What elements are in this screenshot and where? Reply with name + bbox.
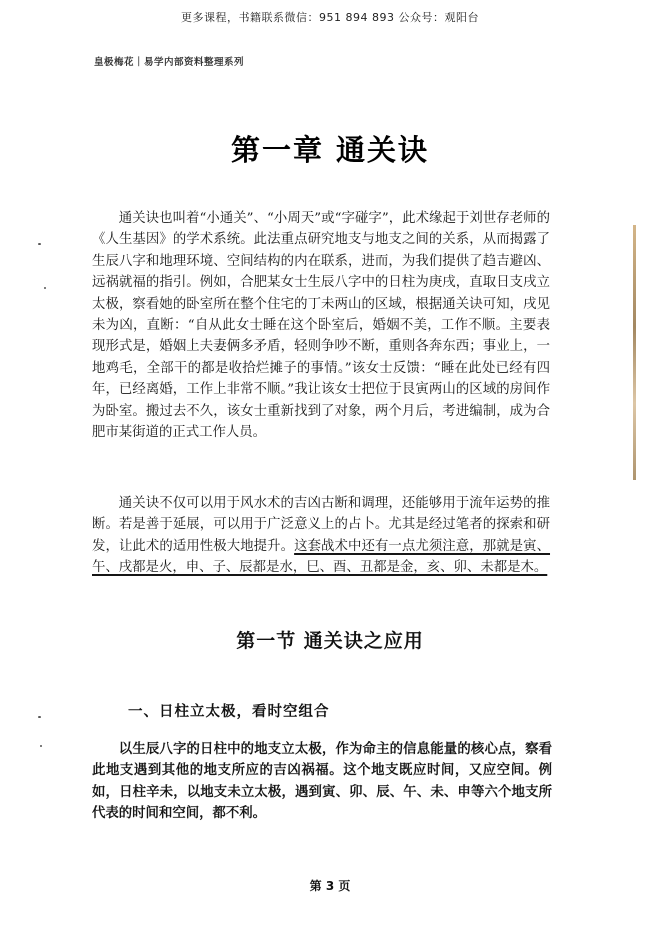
scan-speck bbox=[38, 716, 41, 718]
paragraph-3-text: 以生辰八字的日柱中的地支立太极，作为命主的信息能量的核心点，察看此地支遇到其他的地支所应的吉凶祸福。这个地支既应时间，又应空间。例如，日柱辛未，以地支未立太极，遇到寅、卯、辰、午、未、申等六个地支所代表的时间和空间，都不利。 bbox=[92, 741, 552, 822]
paragraph-2-plain: 通关诀不仅可以用于风水术的吉凶古断和调理，还能够用于流年运势的推断。若是善于延展，可以用于广泛意义上的占卜。尤其是经过笔者的探索和研发，让此术的适用性极大地提升。 bbox=[92, 496, 550, 554]
top-banner: 更多课程，书籍联系微信：951 894 893 公众号：观阳台 bbox=[181, 11, 479, 24]
section-title: 第一节 通关诀之应用 bbox=[236, 630, 424, 652]
paragraph-2-text bbox=[92, 493, 550, 579]
scan-speck bbox=[40, 745, 42, 747]
paragraph-2 bbox=[92, 493, 550, 579]
chapter-title: 第一章 通关诀 bbox=[230, 133, 430, 167]
paragraph-3 bbox=[92, 739, 552, 825]
scan-speck bbox=[38, 243, 41, 245]
series-header: 皇极梅花｜易学内部资料整理系列 bbox=[94, 57, 245, 68]
subsection-title: 一、日柱立太极，看时空组合 bbox=[128, 704, 330, 720]
page-number: 第 3 页 bbox=[309, 879, 351, 893]
scan-speck bbox=[44, 287, 46, 289]
paragraph-2-underlined: 这套战术中还有一点尤须注意，那就是寅、午、戌都是火，申、子、辰都是水，巳、酉、丑都是金，亥、卯、未都是木。 bbox=[92, 538, 551, 576]
scan-edge-strip bbox=[633, 225, 636, 480]
paragraph-1 bbox=[92, 208, 550, 443]
paragraph-1-text: 通关诀也叫着“小通关”、“小周天”或“字碰字”，此术缘起于刘世存老师的《人生基因》的学术系统。此法重点研究地支与地支之间的关系，从而揭露了生辰八字和地理环境、空间结构的内在联系，进而，为我们提供了趋吉避凶、远祸就福的指引。例如，合肥某女士生辰八字中的日柱为庚戌，直取日支戌立太极，察看她的卧室所在整个住宅的丁未两山的区域，根据通关诀可知，戌见未为凶，直断：“自从此女士睡在这个卧室后，婚姻不美，工作不顺。主要表现形式是，婚姻上夫妻俩多矛盾，轻则争吵不断，重则各奔东西；事业上，一地鸡毛，全部干的都是收拾烂摊子的事情。”该女士反馈：“睡在此处已经有四年，已经离婚，工作上非常不顺。”我让该女士把位于艮寅两山的区域的房间作为卧室。搬过去不久，该女士重新找到了对象，两个月后，考进编制，成为合肥市某街道的正式工作人员。 bbox=[92, 211, 550, 441]
